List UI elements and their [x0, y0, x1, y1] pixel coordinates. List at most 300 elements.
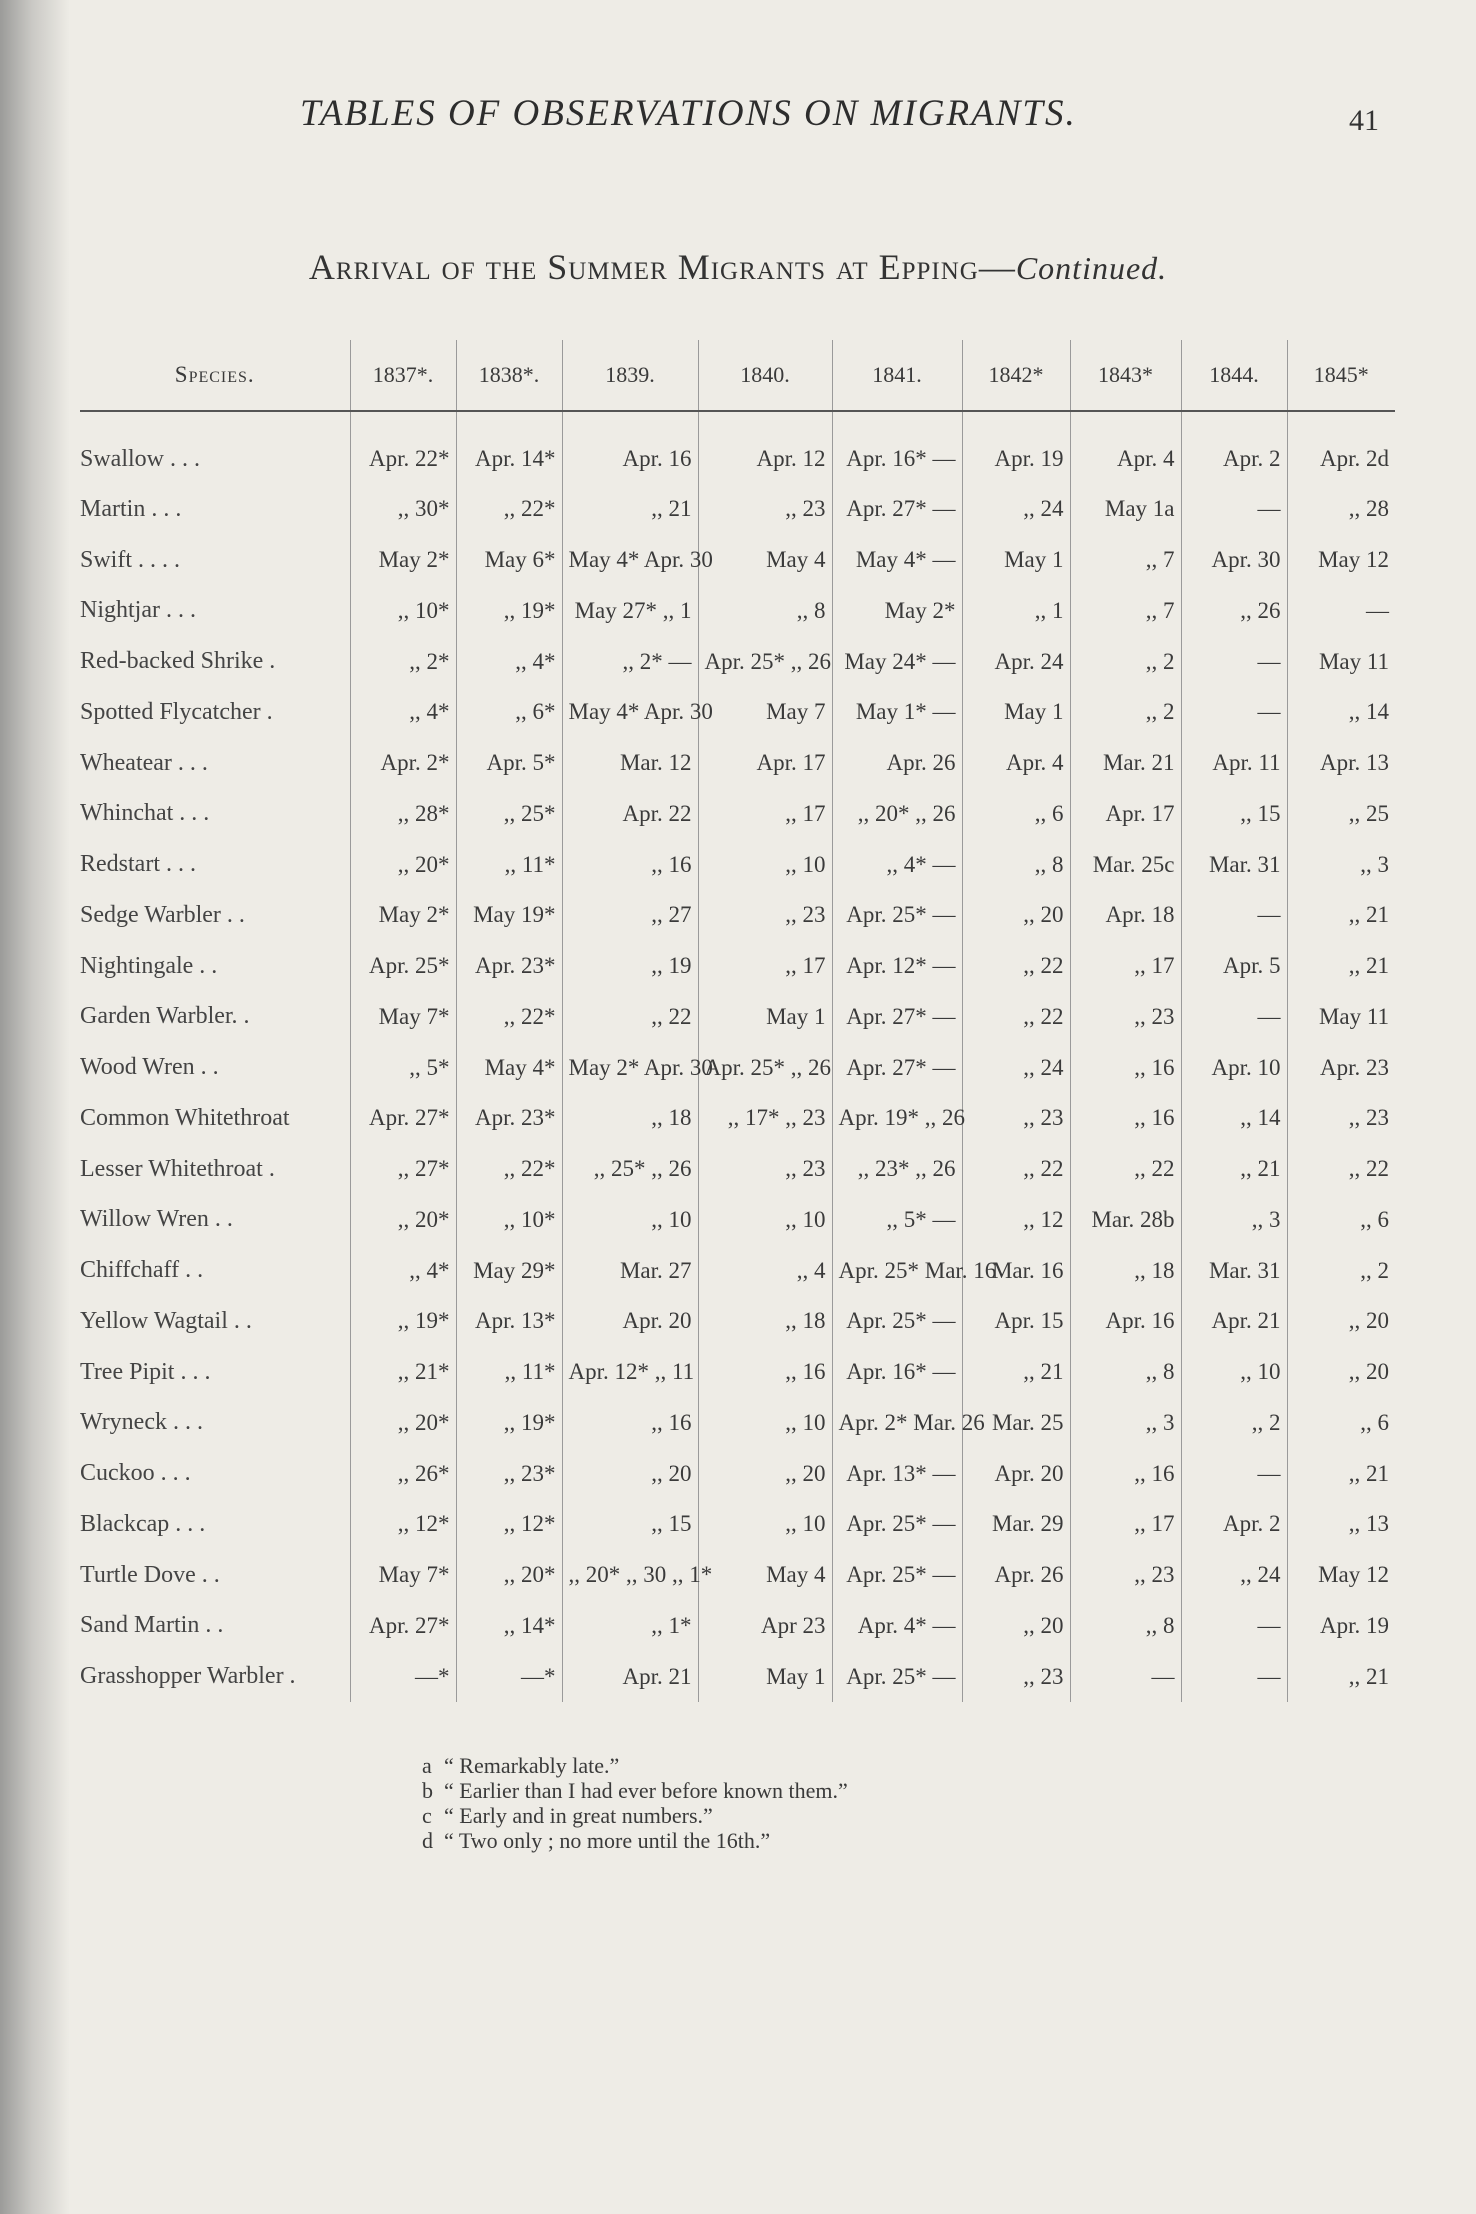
arrival-date: —* — [350, 1651, 456, 1702]
arrival-date: ,, 1 — [962, 586, 1070, 637]
arrival-date: ,, 20* ,, 26 — [832, 789, 962, 840]
arrival-date: Apr. 25* — — [832, 1550, 962, 1601]
arrival-date: Apr. 4 — [962, 738, 1070, 789]
arrival-date: Apr. 11 — [1181, 738, 1287, 789]
table-row — [80, 992, 1395, 1043]
table-row — [80, 687, 1395, 738]
arrival-date: ,, 20 — [698, 1448, 832, 1499]
species-name: Garden Warbler. . — [80, 1003, 250, 1030]
arrival-date: ,, 2 — [1287, 1245, 1395, 1296]
arrival-date: — — [1287, 586, 1395, 637]
arrival-date: ,, 2* — [350, 636, 456, 687]
arrival-date: ,, 4* — [350, 1245, 456, 1296]
arrival-date: Apr. 25* — — [832, 890, 962, 941]
table-header-row — [80, 340, 1395, 411]
arrival-date: ,, 20 — [1287, 1296, 1395, 1347]
species-name: Lesser Whitethroat . — [80, 1155, 275, 1182]
species-name: Blackcap . . . — [80, 1510, 206, 1537]
arrival-date: ,, 3 — [1070, 1398, 1181, 1449]
arrival-date: ,, 22 — [1070, 1144, 1181, 1195]
footnote-text: “ Remarkably late.” — [444, 1753, 620, 1778]
arrival-date: ,, 19* — [350, 1296, 456, 1347]
arrival-date: ,, 8 — [698, 586, 832, 637]
arrival-date: ,, 14* — [456, 1601, 562, 1652]
arrival-date: ,, 23 — [962, 1093, 1070, 1144]
arrival-date: Mar. 25 — [962, 1398, 1070, 1449]
arrival-date: ,, 14 — [1181, 1093, 1287, 1144]
arrival-date: ,, 23 — [1287, 1093, 1395, 1144]
table-row — [80, 484, 1395, 535]
arrival-date: ,, 19 — [562, 941, 698, 992]
table-row — [80, 1296, 1395, 1347]
species-name: Martin . . . — [80, 495, 182, 522]
arrival-date: Apr. 30 — [1181, 535, 1287, 586]
table-row — [80, 1601, 1395, 1652]
running-head — [0, 92, 1476, 142]
arrival-date: ,, 19* — [456, 586, 562, 637]
arrival-date: — — [1181, 636, 1287, 687]
arrival-date: ,, 24 — [962, 1042, 1070, 1093]
arrival-date: ,, 21 — [1287, 890, 1395, 941]
arrival-date: Apr. 26 — [962, 1550, 1070, 1601]
footnote-key: b — [422, 1778, 433, 1803]
arrival-date: May 1 — [962, 687, 1070, 738]
footnote-key: d — [422, 1828, 433, 1853]
table-row — [80, 1093, 1395, 1144]
arrival-date: ,, 10 — [698, 1195, 832, 1246]
arrival-date: Apr. 2 — [1181, 1499, 1287, 1550]
table-row — [80, 586, 1395, 637]
arrival-date: Apr. 13* — — [832, 1448, 962, 1499]
arrival-date: ,, 22 — [562, 992, 698, 1043]
arrival-date: ,, 16 — [562, 1398, 698, 1449]
arrival-date: Apr. 25* ,, 26 — [698, 1042, 832, 1093]
arrival-date: Apr. 20 — [562, 1296, 698, 1347]
table-row — [80, 636, 1395, 687]
arrival-date: ,, 7 — [1070, 535, 1181, 586]
table-row — [80, 941, 1395, 992]
footnote-key: a — [422, 1753, 432, 1778]
arrival-date: ,, 8 — [1070, 1347, 1181, 1398]
table-row — [80, 1499, 1395, 1550]
arrival-date: ,, 15 — [1181, 789, 1287, 840]
arrival-date: ,, 2 — [1070, 636, 1181, 687]
footnotes — [422, 1753, 848, 1853]
arrival-date: — — [1181, 1601, 1287, 1652]
arrival-date: Apr. 2 — [1181, 411, 1287, 484]
arrival-date: ,, 16 — [1070, 1042, 1181, 1093]
caption-continued: Continued. — [1015, 250, 1168, 286]
arrival-date: Apr. 18 — [1070, 890, 1181, 941]
arrival-date: ,, 5* — — [832, 1195, 962, 1246]
arrival-date: Apr. 12* ,, 11 — [562, 1347, 698, 1398]
column-header-year: 1840. — [698, 340, 832, 411]
footnote — [422, 1753, 848, 1778]
arrival-date: May 29* — [456, 1245, 562, 1296]
arrival-date: ,, 27* — [350, 1144, 456, 1195]
arrival-date: Apr. 16 — [1070, 1296, 1181, 1347]
arrival-date: Mar. 28b — [1070, 1195, 1181, 1246]
column-header-year: 1844. — [1181, 340, 1287, 411]
species-name: Wood Wren . . — [80, 1054, 219, 1081]
arrival-date: Apr. 25* — — [832, 1651, 962, 1702]
arrival-date: ,, 22 — [962, 1144, 1070, 1195]
arrival-date: Apr. 15 — [962, 1296, 1070, 1347]
arrival-date: ,, 22* — [456, 484, 562, 535]
arrival-date: ,, 1* — [562, 1601, 698, 1652]
arrival-date: — — [1181, 992, 1287, 1043]
arrival-date: Mar. 16 — [962, 1245, 1070, 1296]
arrival-date: May 6* — [456, 535, 562, 586]
arrival-date: Mar. 25c — [1070, 839, 1181, 890]
arrival-date: — — [1181, 1448, 1287, 1499]
arrival-date: Apr. 27* — [350, 1601, 456, 1652]
table-row — [80, 1245, 1395, 1296]
arrival-date: May 1 — [698, 992, 832, 1043]
arrival-date: ,, 4* — [456, 636, 562, 687]
arrival-date: Apr. 19* ,, 26 — [832, 1093, 962, 1144]
arrival-date: Apr. 16* — — [832, 1347, 962, 1398]
arrival-date: Apr. 23 — [1287, 1042, 1395, 1093]
arrival-date: ,, 22 — [962, 941, 1070, 992]
arrival-date: Apr. 16 — [562, 411, 698, 484]
arrival-date: ,, 17 — [1070, 1499, 1181, 1550]
arrival-date: ,, 8 — [962, 839, 1070, 890]
arrival-date: ,, 17 — [698, 789, 832, 840]
arrival-date: Mar. 29 — [962, 1499, 1070, 1550]
arrival-date: ,, 20* — [350, 1195, 456, 1246]
arrival-date: —* — [456, 1651, 562, 1702]
species-name: Yellow Wagtail . . — [80, 1307, 252, 1334]
species-name: Nightjar . . . — [80, 597, 196, 624]
arrival-date: ,, 25* — [456, 789, 562, 840]
arrival-date: ,, 13 — [1287, 1499, 1395, 1550]
species-name: Nightingale . . — [80, 952, 218, 979]
arrival-date: ,, 23* — [456, 1448, 562, 1499]
arrival-date: Mar. 12 — [562, 738, 698, 789]
arrival-date: ,, 21 — [1287, 941, 1395, 992]
arrival-date: Apr. 12* — — [832, 941, 962, 992]
arrival-date: ,, 22 — [962, 992, 1070, 1043]
arrival-date: Apr. 14* — [456, 411, 562, 484]
arrival-date: ,, 30* — [350, 484, 456, 535]
arrival-date: ,, 6 — [962, 789, 1070, 840]
arrival-date: May 4* Apr. 30 — [562, 535, 698, 586]
arrival-date: ,, 14 — [1287, 687, 1395, 738]
arrival-date: Apr. 2* Mar. 26 — [832, 1398, 962, 1449]
arrival-date: ,, 12* — [350, 1499, 456, 1550]
arrival-date: — — [1181, 1651, 1287, 1702]
arrival-date: ,, 23 — [698, 890, 832, 941]
arrival-date: May 2* — [350, 890, 456, 941]
arrival-date: — — [1181, 687, 1287, 738]
arrival-date: ,, 23 — [1070, 1550, 1181, 1601]
arrival-date: ,, 25* ,, 26 — [562, 1144, 698, 1195]
table-row — [80, 411, 1395, 484]
arrival-date: ,, 23 — [698, 1144, 832, 1195]
arrival-date: — — [1181, 484, 1287, 535]
footnote — [422, 1828, 848, 1853]
table-row — [80, 1042, 1395, 1093]
arrival-date: May 4 — [698, 535, 832, 586]
arrival-date: Apr. 25* — — [832, 1296, 962, 1347]
species-name: Grasshopper Warbler . — [80, 1663, 296, 1690]
arrival-date: ,, 23 — [1070, 992, 1181, 1043]
arrival-date: ,, 28* — [350, 789, 456, 840]
species-name: Red-backed Shrike . — [80, 648, 276, 675]
arrival-date: ,, 24 — [962, 484, 1070, 535]
column-header-year: 1839. — [562, 340, 698, 411]
arrival-date: May 2* Apr. 30 — [562, 1042, 698, 1093]
arrival-date: May 12 — [1287, 535, 1395, 586]
arrival-date: ,, 3 — [1287, 839, 1395, 890]
arrival-date: ,, 17 — [1070, 941, 1181, 992]
arrival-date: ,, 16 — [562, 839, 698, 890]
arrival-date: ,, 10 — [1181, 1347, 1287, 1398]
arrival-date: Mar. 31 — [1181, 1245, 1287, 1296]
arrival-date: ,, 2 — [1070, 687, 1181, 738]
table-row — [80, 1448, 1395, 1499]
arrival-date: May 4* — [456, 1042, 562, 1093]
arrival-date: ,, 26 — [1181, 586, 1287, 637]
arrival-date: ,, 5* — [350, 1042, 456, 1093]
species-name: Sand Martin . . — [80, 1612, 224, 1639]
arrival-date: Apr. 13* — [456, 1296, 562, 1347]
table-row — [80, 789, 1395, 840]
arrival-date: May 7* — [350, 992, 456, 1043]
arrival-date: ,, 18 — [698, 1296, 832, 1347]
species-name: Wryneck . . . — [80, 1409, 203, 1436]
arrival-date: ,, 21 — [1287, 1651, 1395, 1702]
arrival-date: ,, 16 — [698, 1347, 832, 1398]
arrival-date: ,, 10 — [698, 1499, 832, 1550]
arrival-date: ,, 16 — [1070, 1448, 1181, 1499]
running-title: TABLES OF OBSERVATIONS ON MIGRANTS. — [300, 93, 1077, 134]
arrival-date: Apr. 5* — [456, 738, 562, 789]
arrival-date: May 7 — [698, 687, 832, 738]
arrival-date: Apr. 17 — [698, 738, 832, 789]
arrival-date: ,, 10 — [698, 1398, 832, 1449]
arrival-date: ,, 10 — [562, 1195, 698, 1246]
arrival-date: Apr. 2* — [350, 738, 456, 789]
species-name: Common Whitethroat — [80, 1104, 290, 1131]
arrival-date: Apr. 2d — [1287, 411, 1395, 484]
arrival-date: Apr. 24 — [962, 636, 1070, 687]
arrival-date: ,, 4 — [698, 1245, 832, 1296]
arrival-date: May 12 — [1287, 1550, 1395, 1601]
arrival-date: ,, 11* — [456, 1347, 562, 1398]
arrival-date: ,, 10* — [350, 586, 456, 637]
arrival-date: ,, 15 — [562, 1499, 698, 1550]
arrival-date: ,, 21* — [350, 1347, 456, 1398]
table-row — [80, 738, 1395, 789]
arrival-date: May 11 — [1287, 636, 1395, 687]
arrival-date: Apr. 22 — [562, 789, 698, 840]
table-body — [80, 411, 1395, 1702]
arrival-date: ,, 18 — [1070, 1245, 1181, 1296]
arrival-date: ,, 6 — [1287, 1398, 1395, 1449]
arrival-date: Apr. 27* — — [832, 992, 962, 1043]
arrival-date: Apr. 20 — [962, 1448, 1070, 1499]
arrival-date: May 4 — [698, 1550, 832, 1601]
arrival-date: Apr. 25* — — [832, 1499, 962, 1550]
table-row — [80, 1398, 1395, 1449]
arrival-date: Apr. 26 — [832, 738, 962, 789]
arrival-date: May 24* — — [832, 636, 962, 687]
arrival-date: Mar. 31 — [1181, 839, 1287, 890]
species-name: Swift . . . . — [80, 546, 181, 573]
arrival-date: ,, 2 — [1181, 1398, 1287, 1449]
species-name: Wheatear . . . — [80, 749, 208, 776]
arrival-date: ,, 26* — [350, 1448, 456, 1499]
footnote — [422, 1803, 848, 1828]
arrival-date: ,, 2* — — [562, 636, 698, 687]
table-row — [80, 890, 1395, 941]
arrival-date: Mar. 27 — [562, 1245, 698, 1296]
arrival-date: Apr. 4 — [1070, 411, 1181, 484]
arrival-date: Apr. 27* — [350, 1093, 456, 1144]
arrival-date: ,, 20 — [562, 1448, 698, 1499]
arrival-date: Apr. 19 — [1287, 1601, 1395, 1652]
footnote-text: “ Earlier than I had ever before known them.” — [444, 1778, 848, 1803]
arrival-date: — — [1181, 890, 1287, 941]
species-name: Cuckoo . . . — [80, 1460, 191, 1487]
table-row — [80, 839, 1395, 890]
arrival-date: ,, 22 — [1287, 1144, 1395, 1195]
arrival-date: Apr. 22* — [350, 411, 456, 484]
arrival-date: ,, 21 — [1287, 1448, 1395, 1499]
footnote-text: “ Two only ; no more until the 16th.” — [444, 1828, 771, 1853]
arrival-date: May 19* — [456, 890, 562, 941]
arrival-date: ,, 19* — [456, 1398, 562, 1449]
species-name: Whinchat . . . — [80, 800, 210, 827]
arrival-date: Apr. 25* Mar. 16 — [832, 1245, 962, 1296]
arrival-date: ,, 20* ,, 30 ,, 1* — [562, 1550, 698, 1601]
arrival-date: ,, 7 — [1070, 586, 1181, 637]
arrival-date: ,, 4* — [350, 687, 456, 738]
arrival-date: Apr. 27* — — [832, 1042, 962, 1093]
species-name: Chiffchaff . . — [80, 1257, 204, 1284]
arrival-date: ,, 17* ,, 23 — [698, 1093, 832, 1144]
species-name: Willow Wren . . — [80, 1206, 233, 1233]
arrival-date: ,, 22* — [456, 992, 562, 1043]
arrival-date: Apr. 12 — [698, 411, 832, 484]
arrival-date: Apr. 16* — — [832, 411, 962, 484]
arrival-date: ,, 22* — [456, 1144, 562, 1195]
arrival-date: Apr 23 — [698, 1601, 832, 1652]
footnote — [422, 1778, 848, 1803]
table-caption — [0, 246, 1476, 288]
arrival-date: May 1 — [698, 1651, 832, 1702]
table-row — [80, 1651, 1395, 1702]
arrival-date: — — [1070, 1651, 1181, 1702]
arrival-date: ,, 20 — [962, 1601, 1070, 1652]
arrival-date: Apr. 5 — [1181, 941, 1287, 992]
arrival-date: ,, 20 — [1287, 1347, 1395, 1398]
arrival-date: ,, 8 — [1070, 1601, 1181, 1652]
table-row — [80, 1347, 1395, 1398]
arrival-date: Apr. 21 — [562, 1651, 698, 1702]
arrival-date: Apr. 25* ,, 26 — [698, 636, 832, 687]
arrival-date: May 27* ,, 1 — [562, 586, 698, 637]
arrival-date: ,, 10 — [698, 839, 832, 890]
species-name: Redstart . . . — [80, 851, 196, 878]
column-header-year: 1838*. — [456, 340, 562, 411]
arrival-date: ,, 17 — [698, 941, 832, 992]
column-header-year: 1845* — [1287, 340, 1395, 411]
arrival-date: May 1 — [962, 535, 1070, 586]
arrival-date: Apr. 17 — [1070, 789, 1181, 840]
arrival-date: ,, 27 — [562, 890, 698, 941]
arrival-date: Apr. 21 — [1181, 1296, 1287, 1347]
arrival-date: Apr. 27* — — [832, 484, 962, 535]
arrival-date: ,, 4* — — [832, 839, 962, 890]
arrival-date: May 11 — [1287, 992, 1395, 1043]
column-header-year: 1841. — [832, 340, 962, 411]
arrival-date: Apr. 23* — [456, 1093, 562, 1144]
table-row — [80, 1195, 1395, 1246]
arrival-date: ,, 21 — [1181, 1144, 1287, 1195]
arrival-date: May 4* Apr. 30 — [562, 687, 698, 738]
arrival-date: Apr. 25* — [350, 941, 456, 992]
arrival-date: May 2* — [350, 535, 456, 586]
arrival-date: ,, 20* — [456, 1550, 562, 1601]
arrival-date: ,, 18 — [562, 1093, 698, 1144]
column-header-species: Species. — [80, 340, 350, 411]
page-number: 41 — [1349, 104, 1379, 137]
species-name: Sedge Warbler . . — [80, 901, 245, 928]
column-header-year: 1843* — [1070, 340, 1181, 411]
arrival-date: ,, 20* — [350, 839, 456, 890]
arrival-date: ,, 23 — [698, 484, 832, 535]
species-name: Spotted Flycatcher . — [80, 698, 273, 725]
arrival-date: ,, 25 — [1287, 789, 1395, 840]
species-name: Tree Pipit . . . — [80, 1358, 211, 1385]
arrival-date: ,, 20 — [962, 890, 1070, 941]
arrival-date: ,, 24 — [1181, 1550, 1287, 1601]
arrival-date: ,, 21 — [562, 484, 698, 535]
arrival-date: ,, 10* — [456, 1195, 562, 1246]
caption-main: Arrival of the Summer Migrants at Epping— — [308, 247, 1016, 287]
arrival-date: Apr. 19 — [962, 411, 1070, 484]
arrival-date: ,, 6 — [1287, 1195, 1395, 1246]
table-row — [80, 535, 1395, 586]
arrival-date: May 1a — [1070, 484, 1181, 535]
arrival-date: May 4* — — [832, 535, 962, 586]
arrival-date: May 7* — [350, 1550, 456, 1601]
arrival-date: May 2* — [832, 586, 962, 637]
table-row — [80, 1144, 1395, 1195]
column-header-year: 1842* — [962, 340, 1070, 411]
table-row — [80, 1550, 1395, 1601]
arrival-date: Mar. 21 — [1070, 738, 1181, 789]
arrival-date: ,, 16 — [1070, 1093, 1181, 1144]
arrival-date: ,, 20* — [350, 1398, 456, 1449]
page-edge-shadow — [0, 0, 70, 2214]
arrival-date: ,, 28 — [1287, 484, 1395, 535]
species-name: Swallow . . . — [80, 445, 200, 472]
arrival-date: Apr. 4* — — [832, 1601, 962, 1652]
column-header-year: 1837*. — [350, 340, 456, 411]
arrival-date: Apr. 23* — [456, 941, 562, 992]
arrival-date: ,, 12* — [456, 1499, 562, 1550]
arrival-date: ,, 6* — [456, 687, 562, 738]
arrival-date: ,, 23* ,, 26 — [832, 1144, 962, 1195]
footnote-text: “ Early and in great numbers.” — [444, 1803, 713, 1828]
arrival-date: May 1* — — [832, 687, 962, 738]
species-name: Turtle Dove . . — [80, 1561, 220, 1588]
arrival-date: ,, 3 — [1181, 1195, 1287, 1246]
